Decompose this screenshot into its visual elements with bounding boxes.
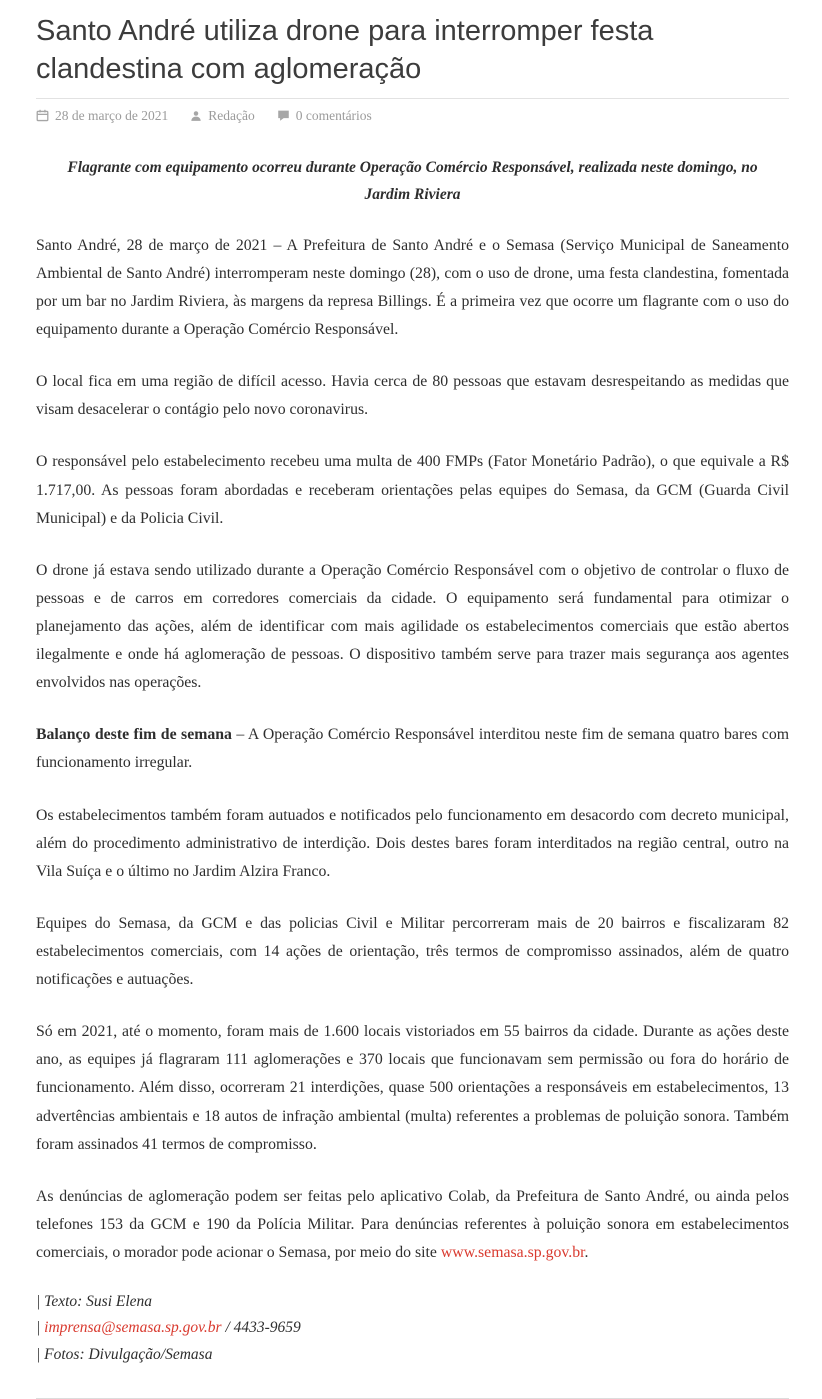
- credit-contact-pipe: |: [36, 1319, 45, 1337]
- credit-contact: [36, 1315, 789, 1341]
- credit-fotos: | Fotos: Divulgação/Semasa: [36, 1345, 213, 1363]
- article: [36, 12, 789, 1399]
- post-date[interactable]: [36, 108, 168, 124]
- paragraph-5: [36, 721, 789, 777]
- paragraph-4: O drone já estava sendo utilizado durante a Operação Comércio Responsável com o objetivo de controlar o fluxo de pessoas e de carros em corredores comerciais da cidade. O equipamento será fundamental para otimizar o planejamento das ações, além de identificar com mais agilidade os estabelecimentos comerciais que estão abertos ilegalmente e onde há aglomeração de pessoas. O dispositivo também serve para trazer mais segurança aos agentes envolvidos nas operações.: [36, 561, 789, 692]
- calendar-icon: [36, 109, 49, 122]
- credit-texto: | Texto: Susi Elena: [36, 1293, 153, 1311]
- paragraph-2: O local fica em uma região de difícil acesso. Havia cerca de 80 pessoas que estavam desrespeitando as medidas que visam desacelerar o contágio pelo novo coronavirus.: [36, 373, 789, 419]
- article-credits: [36, 1289, 789, 1368]
- paragraph-6: Os estabelecimentos também foram autuados e notificados pelo funcionamento em desacordo com decreto municipal, além do procedimento administrativo de interdição. Dois destes bares foram interditados na região central, outro na Vila Suíça e o último no Jardim Alzira Franco.: [36, 806, 789, 880]
- post-meta: [36, 99, 789, 126]
- paragraph-9: [36, 1183, 789, 1267]
- page-title: Santo André utiliza drone para interromper festa clandestina com aglomeração: [36, 12, 789, 99]
- post-date-label: 28 de março de 2021: [55, 107, 169, 123]
- paragraph-3: O responsável pelo estabelecimento recebeu uma multa de 400 FMPs (Fator Monetário Padrão), o que equivale a R$ 1.717,00. As pessoas foram abordadas e receberam orientações pelas equipes do Semasa, da GCM (Guarda Civil Municipal) e da Policia Civil.: [36, 453, 789, 527]
- paragraph-5-text: – A Operação Comércio Responsável interditou neste fim de semana quatro bares com funcionamento irregular.: [36, 726, 790, 772]
- credit-contact-phone: / 4433-9659: [221, 1319, 301, 1337]
- article-lead: Flagrante com equipamento ocorreu durante Operação Comércio Responsável, realizada neste domingo, no Jardim Riviera: [67, 158, 758, 203]
- post-author[interactable]: [190, 108, 254, 124]
- comment-icon: [277, 109, 290, 122]
- user-icon: [190, 110, 202, 122]
- paragraph-5-bold: Balanço deste fim de semana: [36, 726, 232, 744]
- post-author-label: Redação: [208, 107, 255, 123]
- semasa-site-link[interactable]: www.semasa.sp.gov.br: [440, 1243, 585, 1261]
- paragraph-1: Santo André, 28 de março de 2021 – A Prefeitura de Santo André e o Semasa (Serviço Municipal de Saneamento Ambiental de Santo André) interromperam neste domingo (28), com o uso de drone, uma festa clandestina, fomentada por um bar no Jardim Riviera, às margens da represa Billings. É a primeira vez que ocorre um flagrante com o uso do equipamento durante a Operação Comércio Responsável.: [36, 236, 789, 339]
- paragraph-8: Só em 2021, até o momento, foram mais de 1.600 locais vistoriados em 55 bairros da cidade. Durante as ações deste ano, as equipes já flagraram 111 aglomerações e 370 locais que funcionavam sem permissão ou fora do horário de funcionamento. Além disso, ocorreram 21 interdições, quase 500 orientações a responsáveis em estabelecimentos, 13 advertências ambientais e 18 autos de infração ambiental (multa) referentes a problemas de poluição sonora. Também foram assinados 41 termos de compromisso.: [36, 1023, 789, 1153]
- post-comments-label: 0 comentários: [295, 107, 372, 123]
- email-link[interactable]: imprensa@semasa.sp.gov.br: [44, 1319, 222, 1337]
- paragraph-7: Equipes do Semasa, da GCM e das policias Civil e Militar percorreram mais de 20 bairros e fiscalizaram 82 estabelecimentos comerciais, com 14 ações de orientação, três termos de compromisso assinados, além de quatro notificações e autuações.: [36, 914, 789, 989]
- paragraph-9-period: .: [584, 1243, 589, 1261]
- post-comments[interactable]: [277, 108, 372, 124]
- paragraph-9-text: As denúncias de aglomeração podem ser feitas pelo aplicativo Colab, da Prefeitura de Santo André, ou ainda pelos telefones 153 da GCM e 190 da Polícia Militar. Para denúncias referentes à poluição sonora em estabelecimentos comerciais, o morador pode acionar o Semasa, por meio do site: [36, 1187, 789, 1261]
